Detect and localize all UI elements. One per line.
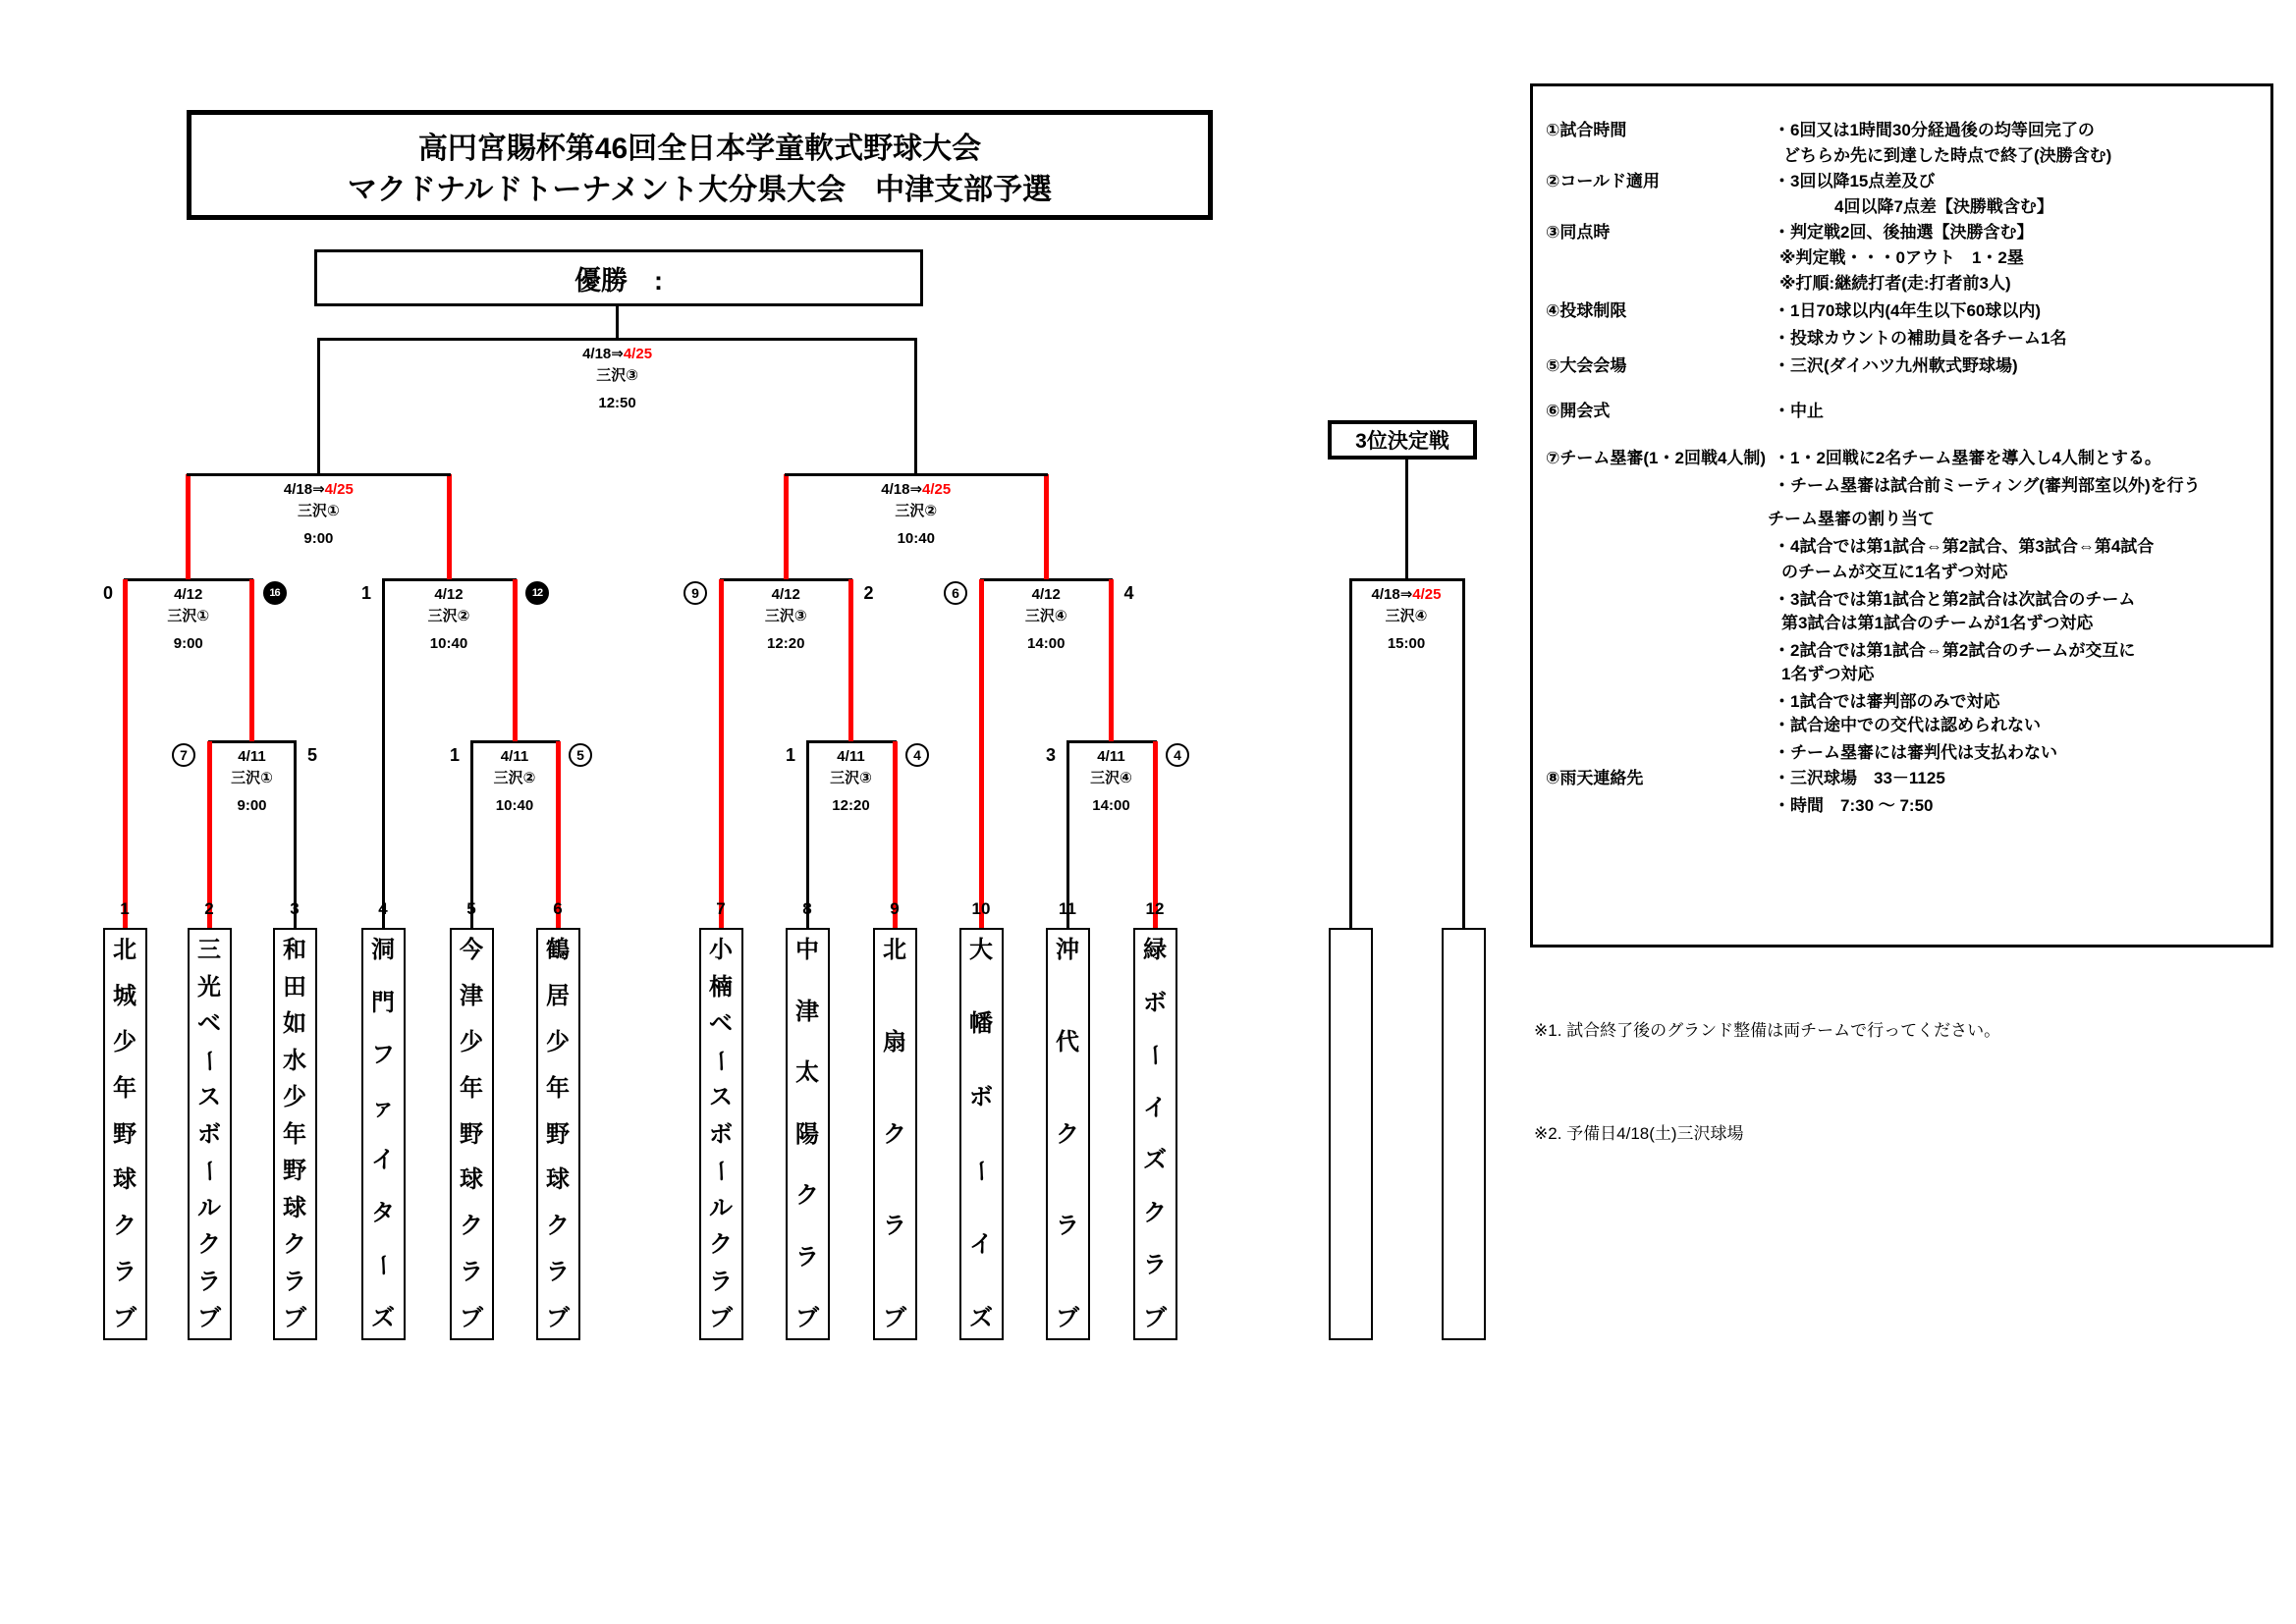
team-name-char: 鶴 — [546, 937, 570, 963]
team-name-char: 和 — [283, 937, 306, 963]
loser-score: 5 — [307, 745, 318, 765]
team-name-char: 球 — [283, 1194, 306, 1221]
team-name-char: ル — [709, 1194, 733, 1221]
rule-item-text: ・6回又は1時間30分経過後の均等回完了の — [1774, 121, 2095, 139]
team-name-char: 球 — [460, 1166, 483, 1194]
round1-match-label — [494, 749, 536, 813]
rule-item-label: ①試合時間 — [1546, 121, 1627, 139]
team-number: 4 — [378, 899, 388, 918]
team-name-char: ク — [1143, 1199, 1167, 1226]
rule-item-label: ⑦チーム塁審(1・2回戦4人制) — [1546, 449, 1767, 467]
team-name-char: ブ — [1056, 1305, 1079, 1331]
rule-item-label: ⑥開会式 — [1546, 402, 1611, 420]
match-venue: 三沢④ — [1090, 770, 1132, 786]
team-name-box — [450, 928, 494, 1340]
round1-match-label — [830, 749, 872, 813]
winner-path-line — [447, 474, 452, 579]
team-number: 3 — [290, 899, 300, 918]
quarterfinal-match-label — [428, 587, 470, 651]
loser-score: 1 — [449, 745, 460, 765]
semifinal-match-label — [881, 482, 951, 546]
match-time: 9:00 — [173, 635, 203, 652]
third-place-bracket — [1349, 578, 1465, 581]
team-name-char: 今 — [460, 937, 483, 963]
match-date: 4/11 — [837, 748, 865, 765]
team-name-char: ラ — [709, 1268, 733, 1295]
team-name-char: ー — [369, 1253, 397, 1277]
rule-item-text: のチームが交互に1名ずつ対応 — [1781, 563, 2008, 581]
rule-item-label: ⑧雨天連絡先 — [1546, 769, 1644, 787]
rule-item-text: ・チーム塁審は試合前ミーティング(審判部室以外)を行う — [1774, 476, 2201, 495]
team-name-char: ー — [195, 1159, 223, 1183]
winner-path-line — [186, 474, 191, 579]
match-time: 14:00 — [1092, 797, 1130, 814]
winner-path-line — [1109, 579, 1114, 741]
team-name-char: ボ — [1143, 989, 1167, 1016]
bracket-line — [914, 339, 917, 474]
rule-item-text: ・1日70球以内(4年生以下60球以内) — [1774, 301, 2042, 320]
team-number: 6 — [553, 899, 563, 918]
match-time: 9:00 — [303, 530, 334, 547]
match-venue: 三沢② — [427, 608, 470, 624]
winner-path-line — [1044, 474, 1049, 579]
team-name-char: ー — [1141, 1043, 1169, 1067]
team-name-char: 小 — [709, 937, 733, 963]
team-number: 2 — [204, 899, 214, 918]
note-2: ※2. 予備日4/18(土)三沢球場 — [1534, 1124, 1744, 1143]
team-name-char: ラ — [197, 1268, 221, 1295]
team-name-char: 野 — [546, 1120, 570, 1148]
bracket-line — [317, 339, 320, 474]
rule-item-text: ・判定戦2回、後抽選【決勝含む】 — [1774, 223, 2034, 242]
tournament-title-box — [187, 110, 1213, 220]
third-place-title-box — [1328, 420, 1477, 460]
team-number: 10 — [971, 899, 991, 918]
team-name-char: ベ — [709, 1010, 733, 1037]
rule-item-label: ③同点時 — [1546, 223, 1611, 242]
third-place-team-box — [1442, 928, 1486, 1340]
rule-item-text: ・投球カウントの補助員を各チーム1名 — [1774, 329, 2067, 348]
team-name-char: ベ — [197, 1010, 221, 1037]
match-date: 4/11 — [238, 748, 266, 765]
match-time: 10:40 — [897, 530, 935, 547]
match-date: 4/18⇒4/25 — [881, 481, 952, 498]
match-time: 12:50 — [598, 395, 636, 411]
winner-path-line — [784, 474, 789, 579]
match-venue: 三沢① — [167, 608, 210, 624]
team-number: 7 — [716, 899, 726, 918]
rule-item-text: ・チーム塁審には審判代は支払わない — [1774, 743, 2057, 762]
rule-item-label: ⑤大会会場 — [1546, 356, 1627, 375]
team-number: 8 — [802, 899, 812, 918]
team-name-char: ブ — [283, 1305, 306, 1331]
team-name-char: ラ — [883, 1213, 906, 1240]
rule-item-text: ・試合途中での交代は認められない — [1774, 716, 2041, 734]
match-venue: 三沢③ — [830, 770, 872, 786]
third-place-match-label — [1372, 587, 1442, 651]
match-date: 4/18⇒4/25 — [1371, 586, 1442, 603]
rule-item-text: ※判定戦・・・0アウト 1・2塁 — [1779, 248, 2024, 267]
loser-score: 1 — [360, 583, 371, 603]
match-date: 4/12 — [1031, 586, 1061, 603]
bracket-line — [1462, 579, 1465, 928]
winner-path-line — [513, 579, 518, 741]
match-date: 4/12 — [434, 586, 464, 603]
team-name-char: 北 — [883, 937, 906, 963]
winner-score-filled-circle: 12 — [525, 581, 549, 605]
rule-item-text: ・三沢球場 33－1125 — [1774, 769, 1945, 787]
team-name-char: ク — [883, 1120, 906, 1148]
match-venue: 三沢① — [298, 503, 340, 519]
match-time: 14:00 — [1027, 635, 1066, 652]
team-name-char: ラ — [546, 1259, 570, 1286]
third-place-stem — [1405, 460, 1408, 579]
rule-item-text: 4回以降7点差【決勝戦含む】 — [1834, 197, 2053, 216]
team-name-char: ル — [197, 1194, 221, 1221]
team-name-char: ラ — [283, 1268, 306, 1295]
team-name-char: 少 — [546, 1028, 570, 1056]
team-name-char: ボ — [709, 1120, 733, 1148]
winner-score-circle: 9 — [683, 581, 707, 605]
rule-item-text: ・3回以降15点差及び — [1774, 172, 1936, 190]
team-name-char: ブ — [709, 1305, 733, 1331]
rule-item-text: ※打順:継続打者(走:打者前3人) — [1779, 274, 2011, 293]
team-name-box — [536, 928, 580, 1340]
quarterfinal-match-label — [167, 587, 209, 651]
third-place-title: 3位決定戦 — [1355, 430, 1449, 453]
team-name-char: 年 — [283, 1120, 306, 1148]
winner-path-line — [719, 579, 724, 928]
team-name-box — [103, 928, 147, 1340]
team-name-char: 太 — [795, 1059, 819, 1086]
champion-label: 優勝 : — [574, 265, 663, 296]
team-name-char: 球 — [546, 1166, 570, 1194]
rule-item-text: ・3試合では第1試合と第2試合は次試合のチーム — [1774, 590, 2136, 609]
team-name-char: 如 — [283, 1010, 306, 1037]
match-date: 4/18⇒4/25 — [582, 346, 653, 362]
rule-item-label: ②コールド適用 — [1546, 172, 1661, 190]
team-name-char: ブ — [883, 1305, 906, 1331]
loser-score: 2 — [863, 583, 874, 603]
team-name-char: ス — [709, 1084, 733, 1110]
winner-path-line — [123, 579, 128, 928]
team-name-char: ク — [709, 1231, 733, 1258]
team-name-char: ァ — [371, 1094, 395, 1121]
loser-score: 4 — [1123, 583, 1134, 603]
team-name-char: ー — [707, 1049, 735, 1072]
team-name-char: ブ — [795, 1305, 819, 1331]
team-name-char: フ — [371, 1042, 395, 1069]
bracket-line — [382, 579, 385, 928]
rule-item-text: ・1・2回戦に2名チーム塁審を導入し4人制とする。 — [1774, 449, 2161, 467]
winner-score-circle: 6 — [944, 581, 967, 605]
quarterfinal-match-label — [1025, 587, 1067, 651]
team-name-char: ラ — [795, 1243, 819, 1271]
team-name-box — [1046, 928, 1090, 1340]
team-name-char: ク — [113, 1213, 137, 1240]
team-name-char: 年 — [546, 1074, 570, 1102]
team-name-char: イ — [371, 1147, 395, 1174]
team-name-char: 野 — [283, 1158, 306, 1184]
team-name-char: 野 — [113, 1120, 137, 1148]
third-place-team-box — [1329, 928, 1373, 1340]
team-name-char: 光 — [197, 973, 221, 1001]
rule-item-text: チーム塁審の割り当て — [1768, 510, 1935, 528]
team-name-char: 北 — [113, 937, 137, 963]
match-venue: 三沢② — [895, 503, 938, 519]
loser-score: 1 — [785, 745, 795, 765]
rule-item-text: ・2試合では第1試合⇔第2試合のチームが交互に — [1774, 641, 2136, 660]
winner-path-line — [979, 579, 984, 928]
match-venue: 三沢③ — [596, 367, 638, 384]
note-1: ※1. 試合終了後のグランド整備は両チームで行ってください。 — [1534, 1021, 2001, 1040]
team-name-char: ス — [197, 1084, 221, 1110]
rule-item-text: ・時間 7:30 ～ 7:50 — [1774, 796, 1934, 815]
team-name-char: ボ — [197, 1120, 221, 1148]
team-name-char: ズ — [371, 1304, 395, 1331]
rule-item-text: どちらか先に到達した時点で終了(決勝含む) — [1783, 146, 2112, 165]
team-name-box — [873, 928, 917, 1340]
match-venue: 三沢④ — [1024, 608, 1067, 624]
team-name-char: ブ — [197, 1305, 221, 1331]
winner-score-circle: 7 — [172, 743, 195, 767]
team-name-char: 年 — [460, 1074, 483, 1102]
team-name-char: 年 — [113, 1074, 137, 1102]
match-venue: 三沢③ — [764, 608, 807, 624]
team-name-char: 城 — [113, 982, 137, 1009]
team-name-char: 大 — [969, 937, 993, 963]
team-name-box — [273, 928, 317, 1340]
team-name-char: 扇 — [883, 1028, 906, 1056]
winner-score-circle: 4 — [905, 743, 929, 767]
team-number: 11 — [1059, 899, 1076, 918]
team-number: 5 — [466, 899, 476, 918]
team-name-char: ラ — [113, 1259, 137, 1286]
rule-item-text: ・中止 — [1774, 402, 1824, 420]
winner-score-circle: 5 — [569, 743, 592, 767]
team-name-char: 水 — [283, 1047, 306, 1074]
match-time: 12:20 — [767, 635, 805, 652]
team-name-char: 洞 — [371, 937, 395, 963]
team-name-char: 門 — [371, 989, 395, 1016]
match-time: 12:20 — [832, 797, 870, 814]
team-name-box — [699, 928, 743, 1340]
team-name-char: ブ — [546, 1305, 570, 1331]
match-time: 15:00 — [1387, 635, 1426, 652]
team-name-char: 楠 — [709, 973, 733, 1001]
team-number: 9 — [890, 899, 900, 918]
team-name-char: ラ — [460, 1259, 483, 1286]
match-venue: 三沢② — [493, 770, 536, 786]
team-name-char: ク — [546, 1213, 570, 1240]
round1-match-label — [1090, 749, 1132, 813]
rule-item-text: ・4試合では第1試合⇔第2試合、第3試合⇔第4試合 — [1774, 537, 2155, 556]
team-name-char: タ — [371, 1199, 395, 1226]
tournament-title-line2: マクドナルドトーナメント大分県大会 中津支部予選 — [347, 174, 1053, 206]
winner-score-filled-circle: 16 — [263, 581, 287, 605]
team-name-char: ラ — [1143, 1252, 1167, 1279]
rule-item-text: ・1試合では審判部のみで対応 — [1774, 692, 2000, 711]
match-date: 4/12 — [771, 586, 800, 603]
team-name-char: ブ — [460, 1305, 483, 1331]
team-name-char: ク — [197, 1231, 221, 1258]
team-number: 1 — [120, 899, 130, 918]
team-name-char: 野 — [460, 1120, 483, 1148]
winner-path-line — [848, 579, 853, 741]
team-name-char: ブ — [113, 1305, 137, 1331]
team-name-char: ク — [1056, 1120, 1079, 1148]
team-name-char: ブ — [1143, 1304, 1167, 1331]
match-date: 4/12 — [174, 586, 203, 603]
team-name-char: 中 — [795, 937, 819, 963]
team-name-char: ク — [460, 1213, 483, 1240]
final-match-label — [582, 347, 652, 410]
team-name-box — [1133, 928, 1177, 1340]
rule-item-text: 第3試合は第1試合のチームが1名ずつ対応 — [1781, 614, 2094, 632]
team-name-char: ー — [967, 1159, 995, 1183]
final-to-champion-line — [616, 306, 619, 339]
round1-match-label — [231, 749, 273, 813]
team-name-char: 沖 — [1056, 937, 1079, 963]
loser-score: 0 — [102, 583, 113, 603]
team-name-box — [959, 928, 1004, 1340]
team-name-char: 津 — [460, 982, 483, 1009]
team-name-box — [188, 928, 232, 1340]
match-time: 10:40 — [495, 797, 534, 814]
match-venue: 三沢① — [231, 770, 273, 786]
team-name-char: 少 — [113, 1028, 137, 1056]
winner-score-circle: 4 — [1166, 743, 1189, 767]
team-number: 12 — [1145, 899, 1165, 918]
match-date: 4/18⇒4/25 — [283, 481, 354, 498]
bracket-line — [1349, 579, 1352, 928]
team-name-char: ラ — [1056, 1213, 1079, 1240]
team-name-char: 代 — [1056, 1028, 1079, 1056]
team-name-char: ク — [795, 1182, 819, 1209]
team-name-char: 陽 — [795, 1120, 819, 1148]
team-name-char: ボ — [969, 1084, 993, 1110]
team-name-char: ー — [195, 1049, 223, 1072]
team-name-char: イ — [969, 1231, 993, 1258]
team-name-char: 三 — [197, 937, 221, 963]
team-name-char: ク — [283, 1231, 306, 1258]
rule-item-label: ④投球制限 — [1546, 301, 1627, 320]
team-name-char: 球 — [113, 1166, 137, 1194]
team-name-char: 幡 — [969, 1010, 993, 1037]
rule-item-text: ・三沢(ダイハツ九州軟式野球場) — [1774, 356, 2018, 375]
team-name-char: 田 — [283, 973, 306, 1001]
match-date: 4/11 — [500, 748, 529, 765]
match-time: 10:40 — [429, 635, 468, 652]
team-name-box — [786, 928, 830, 1340]
rule-item-text: 1名ずつ対応 — [1781, 665, 1875, 683]
team-name-char: 居 — [546, 982, 570, 1009]
team-name-char: ズ — [969, 1305, 993, 1331]
winner-path-line — [249, 579, 254, 741]
team-name-box — [361, 928, 406, 1340]
team-name-char: 少 — [460, 1028, 483, 1056]
champion-box — [314, 249, 923, 306]
semifinal-match-label — [284, 482, 354, 546]
team-name-char: イ — [1143, 1094, 1167, 1121]
match-date: 4/11 — [1097, 748, 1125, 765]
match-venue: 三沢④ — [1385, 608, 1428, 624]
team-name-char: 少 — [283, 1084, 306, 1110]
team-name-char: 津 — [795, 998, 819, 1025]
match-time: 9:00 — [237, 797, 267, 814]
quarterfinal-match-label — [765, 587, 807, 651]
tournament-title-line1: 高円宮賜杯第46回全日本学童軟式野球大会 — [417, 133, 982, 165]
team-name-char: 緑 — [1143, 937, 1167, 963]
team-name-char: ー — [707, 1159, 735, 1183]
team-name-char: ズ — [1143, 1147, 1167, 1174]
loser-score: 3 — [1045, 745, 1056, 765]
